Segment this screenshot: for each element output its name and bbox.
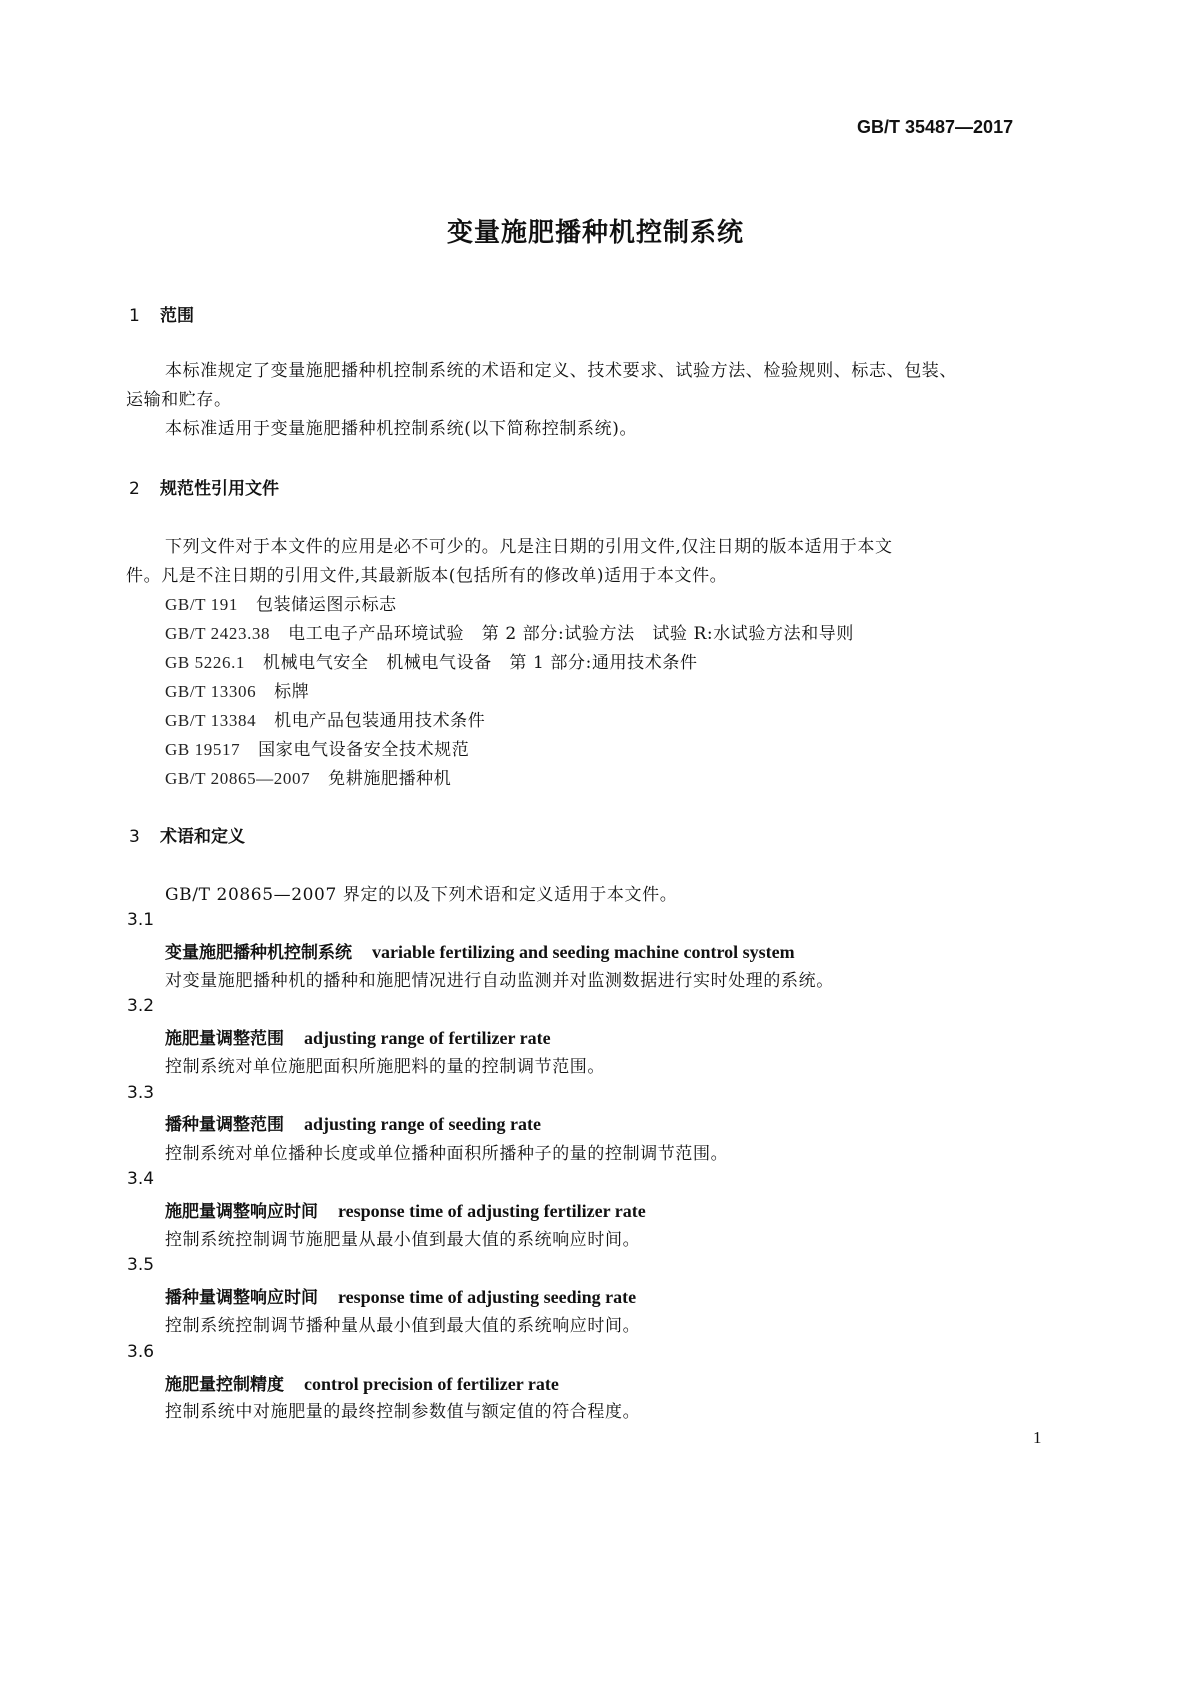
term-number: 3.3: [127, 1083, 155, 1103]
section-2-heading: [129, 474, 279, 499]
section-number: 3: [129, 827, 140, 847]
term-definition: 对变量施肥播种机的播种和施肥情况进行自动监测并对监测数据进行实时处理的系统。: [165, 971, 834, 991]
term-number: 3.2: [127, 996, 155, 1016]
term-definition: 控制系统对单位播种长度或单位播种面积所播种子的量的控制调节范围。: [165, 1144, 729, 1164]
term-en: variable fertilizing and seeding machine control system: [372, 942, 795, 962]
reference-code: GB/T 191: [165, 595, 238, 614]
term-number: 3.4: [127, 1169, 155, 1189]
reference-item: [165, 619, 854, 644]
reference-code: GB/T 13306: [165, 682, 257, 701]
term-definition: 控制系统控制调节施肥量从最小值到最大值的系统响应时间。: [165, 1230, 641, 1250]
term-number: 3.1: [127, 910, 155, 930]
section-1-heading: [129, 301, 194, 326]
reference-item: [165, 735, 469, 760]
standard-code: GB/T 35487—2017: [857, 117, 1014, 137]
s3-intro: GB/T 20865—2007 界定的以及下列术语和定义适用于本文件。: [165, 885, 678, 905]
reference-name: 电工电子产品环境试验 第 2 部分:试验方法 试验 R:水试验方法和导则: [288, 624, 855, 644]
section-3-heading: [129, 822, 245, 847]
term-heading: [165, 1370, 559, 1395]
reference-item: [165, 706, 485, 731]
reference-name: 包装储运图示标志: [255, 595, 397, 615]
term-definition: 控制系统对单位施肥面积所施肥料的量的控制调节范围。: [165, 1057, 605, 1077]
reference-item: [165, 677, 309, 702]
reference-name: 机电产品包装通用技术条件: [274, 711, 486, 731]
s1-paragraph: 本标准适用于变量施肥播种机控制系统(以下简称控制系统)。: [165, 419, 638, 439]
section-title: 范围: [160, 306, 194, 326]
section-title: 术语和定义: [160, 827, 245, 847]
page-number: 1: [1033, 1428, 1042, 1447]
term-heading: [165, 1024, 551, 1049]
term-heading: [165, 1110, 541, 1135]
reference-code: GB/T 2423.38: [165, 624, 271, 643]
s1-paragraph-line: 本标准规定了变量施肥播种机控制系统的术语和定义、技术要求、试验方法、检验规则、标志、包装、: [165, 361, 957, 381]
reference-code: GB/T 13384: [165, 711, 257, 730]
term-number: 3.6: [127, 1342, 155, 1362]
term-zh: 变量施肥播种机控制系统: [165, 943, 352, 963]
reference-item: [165, 764, 451, 789]
term-zh: 施肥量调整响应时间: [165, 1202, 318, 1222]
term-zh: 施肥量调整范围: [165, 1029, 284, 1049]
reference-name: 免耕施肥播种机: [328, 769, 452, 789]
reference-name: 国家电气设备安全技术规范: [258, 740, 470, 760]
term-heading: [165, 938, 795, 963]
document-title: 变量施肥播种机控制系统: [446, 218, 744, 248]
term-zh: 播种量调整范围: [165, 1115, 284, 1135]
reference-name: 标牌: [274, 682, 310, 702]
section-title: 规范性引用文件: [160, 479, 279, 499]
reference-code: GB 5226.1: [165, 653, 246, 672]
term-heading: [165, 1283, 636, 1308]
reference-item: [165, 648, 698, 673]
s1-paragraph-line: 运输和贮存。: [126, 390, 232, 410]
reference-code: GB 19517: [165, 740, 241, 759]
term-number: 3.5: [127, 1255, 155, 1275]
term-en: response time of adjusting seeding rate: [338, 1287, 637, 1307]
s2-intro-line: 件。凡是不注日期的引用文件,其最新版本(包括所有的修改单)适用于本文件。: [126, 566, 728, 586]
section-number: 1: [129, 306, 140, 326]
term-zh: 播种量调整响应时间: [165, 1288, 318, 1308]
term-definition: 控制系统控制调节播种量从最小值到最大值的系统响应时间。: [165, 1316, 641, 1336]
term-en: adjusting range of fertilizer rate: [304, 1028, 551, 1048]
reference-name: 机械电气安全 机械电气设备 第 1 部分:通用技术条件: [263, 653, 698, 673]
term-en: response time of adjusting fertilizer rate: [338, 1201, 646, 1221]
reference-item: [165, 590, 397, 615]
term-en: adjusting range of seeding rate: [304, 1114, 541, 1134]
term-zh: 施肥量控制精度: [165, 1375, 284, 1395]
section-number: 2: [129, 479, 140, 499]
reference-code: GB/T 20865—2007: [165, 769, 311, 788]
term-heading: [165, 1197, 646, 1222]
s2-intro-line: 下列文件对于本文件的应用是必不可少的。凡是注日期的引用文件,仅注日期的版本适用于本文: [165, 537, 893, 557]
term-en: control precision of fertilizer rate: [304, 1374, 559, 1394]
term-definition: 控制系统中对施肥量的最终控制参数值与额定值的符合程度。: [165, 1402, 641, 1422]
